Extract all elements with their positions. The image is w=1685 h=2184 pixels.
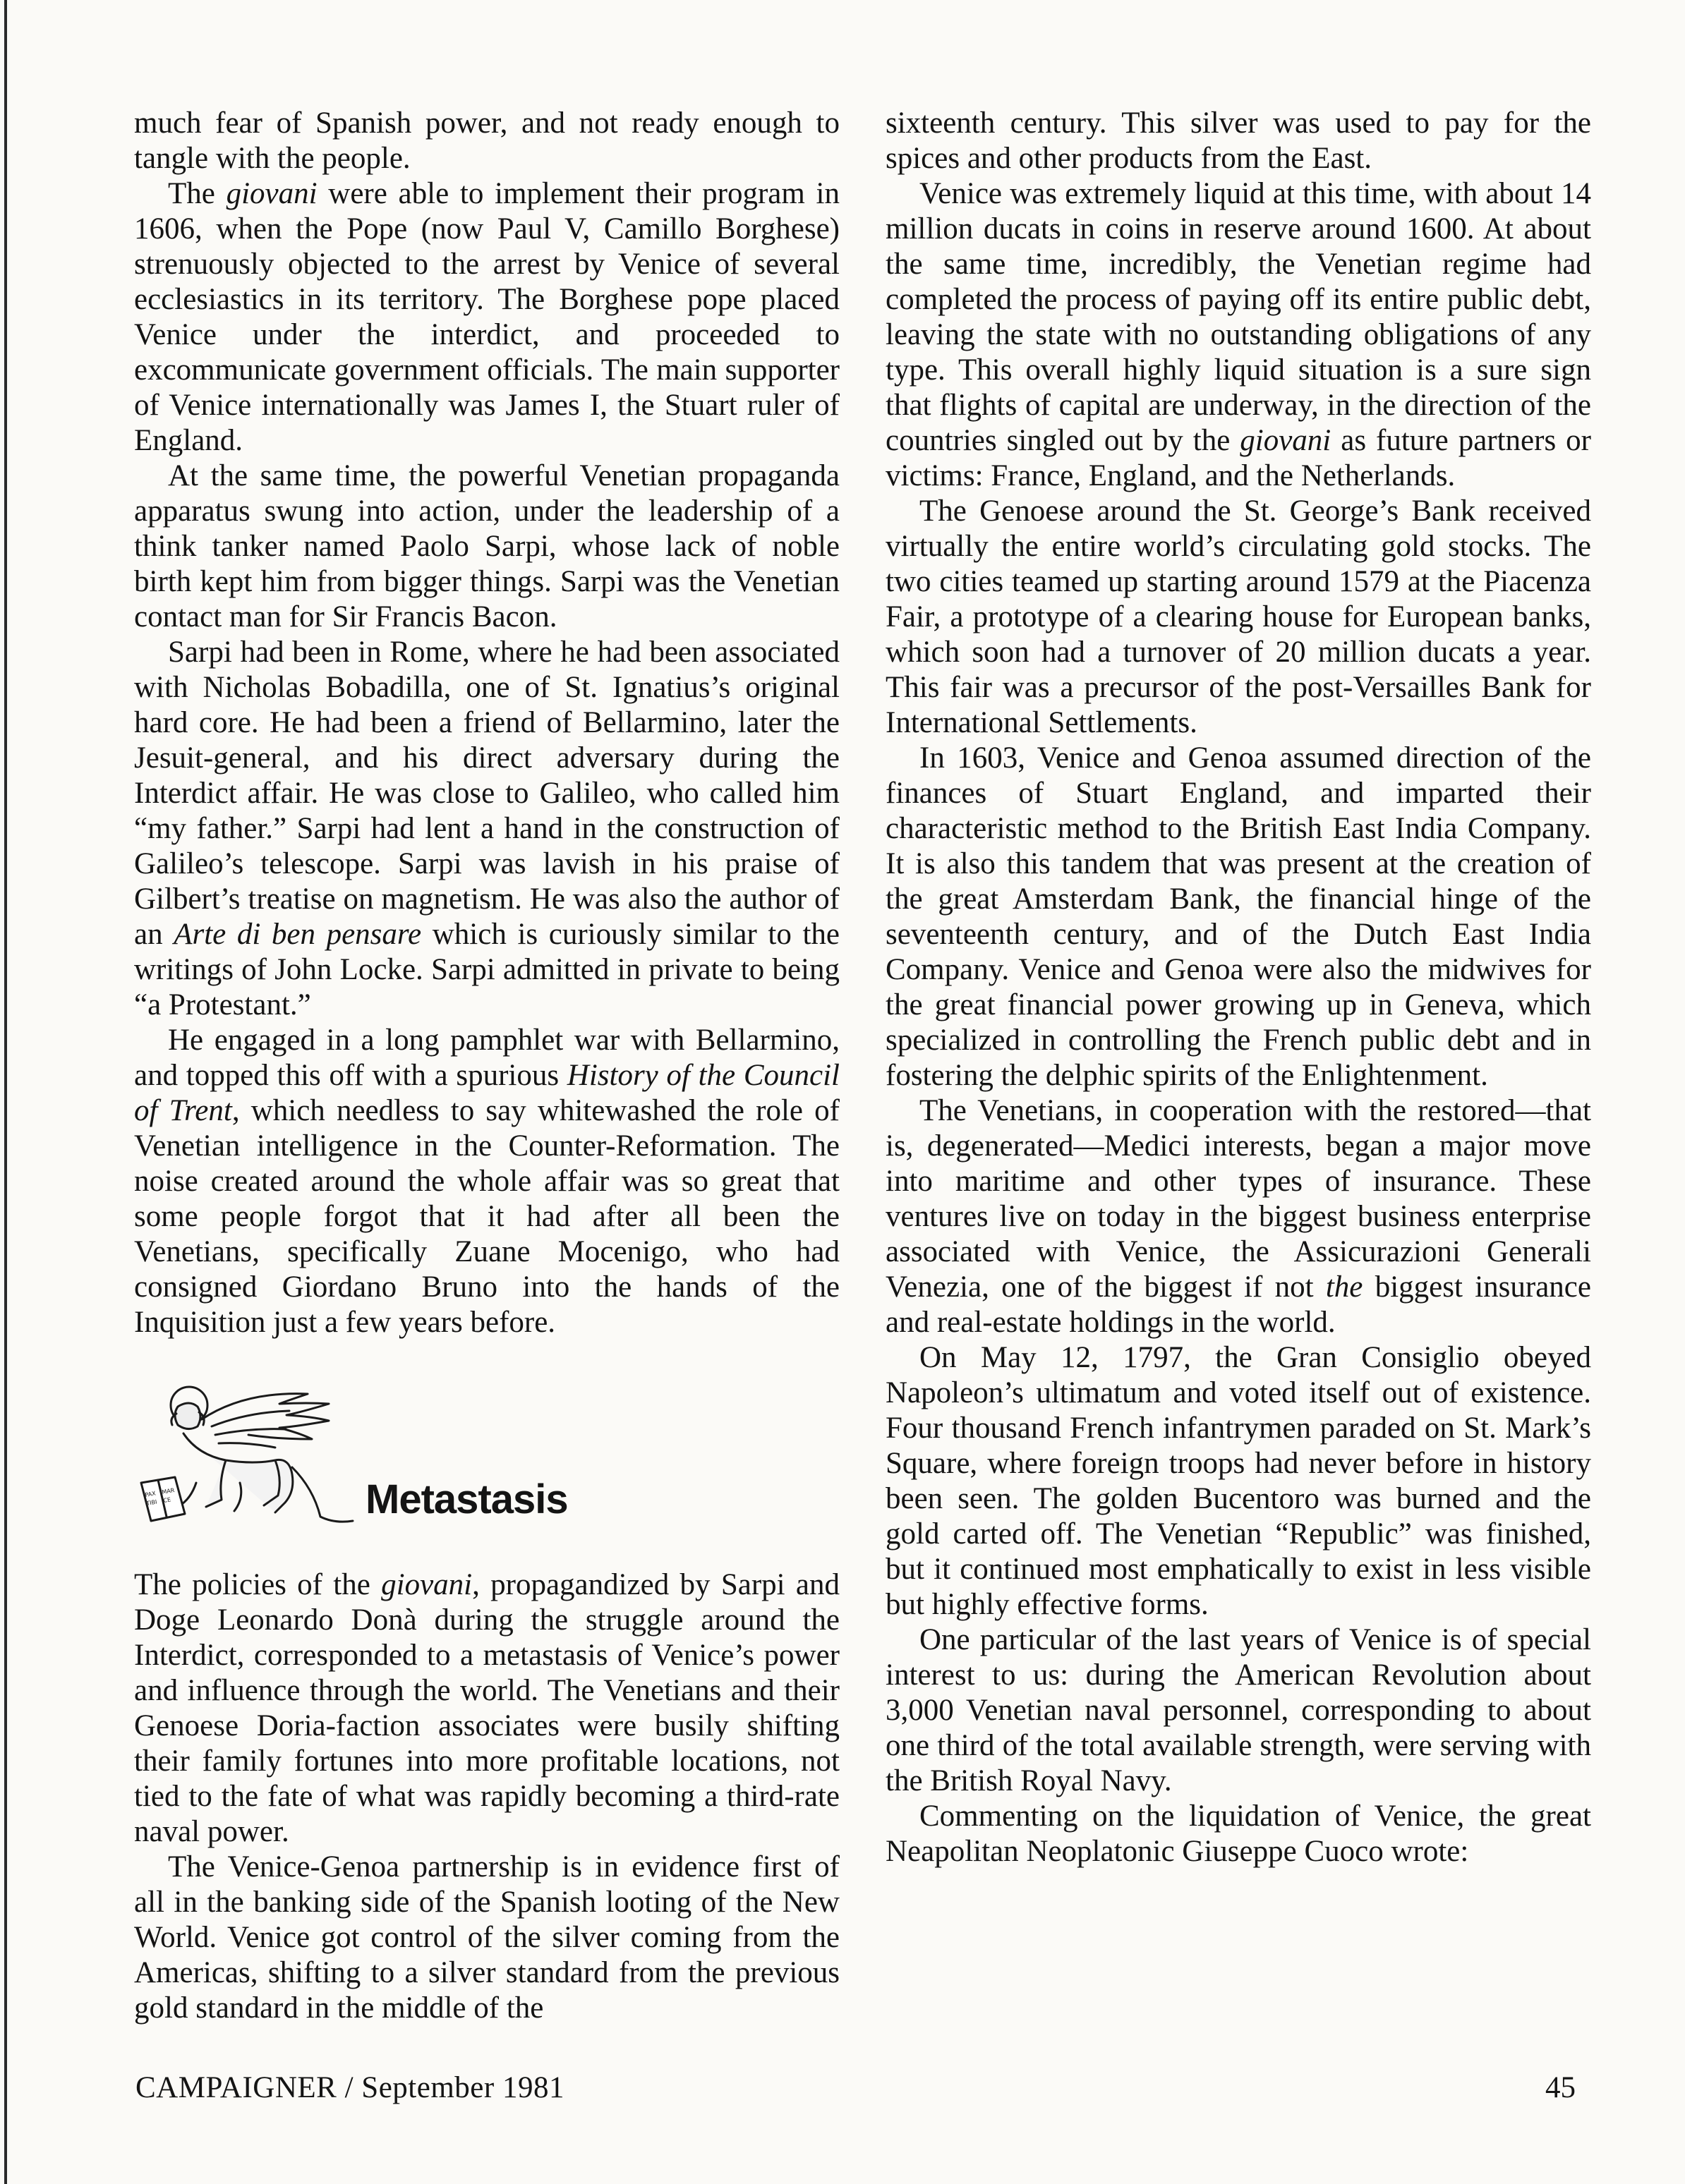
publication-footer: CAMPAIGNER / September 1981 bbox=[135, 2071, 564, 2104]
paragraph: Sarpi had been in Rome, where he had been associated with Nicholas Bobadilla, one of St. Ignatius’s original hard core. He had been a friend of Bellarmino, later the Jesuit-general, and his direct adversary during the Interdict affair. He was close to Galileo, who called him “my father.” Sarpi had lent a hand in the construction of Galileo’s telescope. Sarpi was lavish in his praise of Gilbert’s treatise on magnetism. He was also the author of an Arte di ben pensare which is curiously similar to the writings of John Locke. Sarpi admitted in private to being “a Protestant.” bbox=[134, 636, 840, 1021]
paragraph: One particular of the last years of Venice is of special interest to us: during the American Revolution about 3,000 Venetian naval personnel, corresponding to about one third of the total available strength, were serving with the British Royal Navy. bbox=[886, 1623, 1591, 1797]
paragraph: The Genoese around the St. George’s Bank received virtually the entire world’s circulating gold stocks. The two cities teamed up starting around 1579 at the Piacenza Fair, a prototype of a clearing house for European banks, which soon had a turnover of 20 million ducats a year. This fair was a precursor of the post-Versailles Bank for International Settlements. bbox=[886, 495, 1591, 739]
right-column bbox=[886, 106, 1591, 1869]
paragraph: The Venetians, in cooperation with the restored—that is, degenerated—Medici interests, began a major move into maritime and other types of insurance. These ventures live on today in the biggest business enterprise associated with Venice, the Assicurazioni Generali Venezia, one of the biggest if not the biggest insurance and real-estate holdings in the world. bbox=[886, 1094, 1591, 1339]
paragraph: He engaged in a long pamphlet war with Bellarmino, and topped this off with a spurious History of the Council of Trent, which needless to say whitewashed the role of Venetian intelligence in the Counter-Reformation. The noise created around the whole affair was so great that some people forgot that it had after all been the Venetians, specifically Zuane Mocenigo, who had consigned Giordano Bruno into the hands of the Inquisition just a few years before. bbox=[134, 1024, 840, 1339]
paragraph: The giovani were able to implement their program in 1606, when the Pope (now Paul V, Camillo Borghese) strenuously objected to the arrest by Venice of several ecclesiastics in its territory. The Borghese pope placed Venice under the interdict, and proceeded to excommunicate government officials. The main supporter of Venice internationally was James I, the Stuart ruler of England. bbox=[134, 177, 840, 457]
winged-lion-of-st-mark-icon bbox=[134, 1377, 360, 1539]
paragraph: Commenting on the liquidation of Venice, the great Neapolitan Neoplatonic Giuseppe Cuoco wrote: bbox=[886, 1800, 1591, 1868]
svg-text:PAX: PAX bbox=[144, 1490, 157, 1498]
svg-text:TIBI: TIBI bbox=[145, 1498, 158, 1507]
paragraph: In 1603, Venice and Genoa assumed direction of the finances of Stuart England, and imparted their characteristic method to the British East India Company. It is also this tandem that was present at the creation of the great Amsterdam Bank, the financial hinge of the seventeenth century, and of the Dutch East India Company. Venice and Genoa were also the midwives for the great financial power growing up in Geneva, which specialized in controlling the French public debt and in fostering the delphic spirits of the Enlightenment. bbox=[886, 741, 1591, 1092]
paragraph: At the same time, the powerful Venetian propaganda apparatus swung into action, under the leadership of a think tanker named Paolo Sarpi, whose lack of noble birth kept him from bigger things. Sarpi was the Venetian contact man for Sir Francis Bacon. bbox=[134, 459, 840, 633]
svg-text:MAR: MAR bbox=[161, 1486, 176, 1496]
paragraph: The policies of the giovani, propagandized by Sarpi and Doge Leonardo Donà during the struggle around the Interdict, corresponded to a metastasis of Venice’s power and influence through the world. The Venetians and their Genoese Doria-faction associates were busily shifting their family fortunes into more profitable locations, not tied to the fate of what was rapidly becoming a third-rate naval power. bbox=[134, 1568, 840, 1848]
paragraph: much fear of Spanish power, and not ready enough to tangle with the people. bbox=[134, 107, 840, 175]
paragraph: sixteenth century. This silver was used to pay for the spices and other products from the East. bbox=[886, 107, 1591, 175]
page-number: 45 bbox=[1545, 2071, 1576, 2104]
paragraph: On May 12, 1797, the Gran Consiglio obeyed Napoleon’s ultimatum and voted itself out of existence. Four thousand French infantrymen paraded on St. Mark’s Square, where foreign troops had never before in history been seen. The golden Bucentoro was burned and the gold carted off. The Venetian “Republic” was finished, but it continued most emphatically to exist in less visible but highly effective forms. bbox=[886, 1341, 1591, 1621]
paragraph: The Venice-Genoa partnership is in evidence first of all in the banking side of the Spanish looting of the New World. Venice got control of the silver coming from the Americas, shifting to a silver standard from the previous gold standard in the middle of the bbox=[134, 1850, 840, 2025]
left-column bbox=[134, 106, 840, 2026]
paragraph: Venice was extremely liquid at this time, with about 14 million ducats in coins in reserve around 1600. At about the same time, incredibly, the Venetian regime had completed the process of paying off its entire public debt, leaving the state with no outstanding obligations of any type. This overall highly liquid situation is a sure sign that flights of capital are underway, in the direction of the countries singled out by the giovani as future partners or victims: France, England, and the Netherlands. bbox=[886, 177, 1591, 492]
section-heading bbox=[134, 1377, 840, 1539]
svg-text:CE: CE bbox=[162, 1496, 171, 1504]
section-title: Metastasis bbox=[366, 1476, 568, 1522]
page-binding-edge bbox=[4, 0, 7, 2184]
